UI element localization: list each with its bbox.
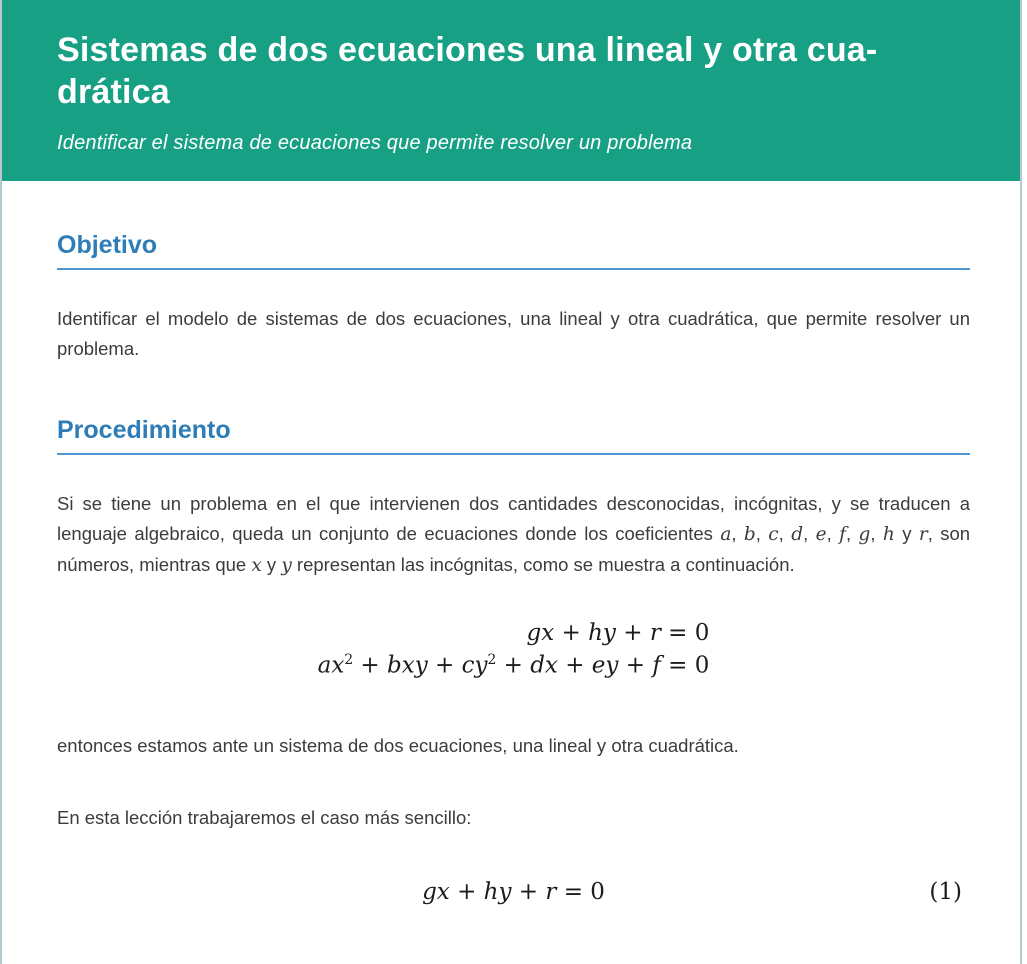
page-title-line1: Sistemas de dos ecuaciones una lineal y otra cua- [57, 31, 878, 69]
lesson-content [2, 231, 1020, 915]
equation-1-formula: gx + hy + r = 0 [422, 879, 605, 906]
procedimiento-heading: Procedimiento [57, 415, 231, 444]
equation-system-block [318, 620, 710, 679]
equation-1-number: (1) [929, 879, 962, 906]
section-procedimiento [57, 416, 970, 906]
objetivo-heading: Objetivo [57, 230, 158, 259]
lesson-header [2, 0, 1020, 181]
page-subtitle: Identificar el sistema de ecuaciones que permite resolver un problema [57, 131, 693, 154]
numbered-equation-block [57, 879, 970, 905]
objetivo-heading-rule [57, 268, 970, 270]
procedimiento-intro-paragraph: Si se tiene un problema en el que intervienen dos cantidades desconocidas, incógnitas, y se traducen a lenguaje algebraico, queda un conjunto de ecuaciones donde los coeficientes a, b, c, d, e, f, g, h y r, son números, mientras que x y y representan las incógnitas, como se muestra a continuación. [57, 492, 971, 576]
page-title-line2: drática [57, 72, 170, 111]
procedimiento-heading-rule [57, 453, 970, 455]
section-objetivo [57, 231, 970, 364]
lesson-case-paragraph: En esta lección trabajaremos el caso más sencillo: [57, 807, 472, 829]
equation-linear: gx + hy + r = 0 [526, 620, 710, 647]
equation-quadratic: $ax^2$ + bxy + $cy^2$ + dx + ey + f = 0 [317, 652, 710, 680]
page-title [57, 30, 963, 114]
objetivo-paragraph: Identificar el modelo de sistemas de dos ecuaciones, una lineal y otra cuadrática, que permite resolver un problema. [57, 307, 970, 359]
system-conclusion-paragraph: entonces estamos ante un sistema de dos ecuaciones, una lineal y otra cuadrática. [57, 735, 739, 757]
